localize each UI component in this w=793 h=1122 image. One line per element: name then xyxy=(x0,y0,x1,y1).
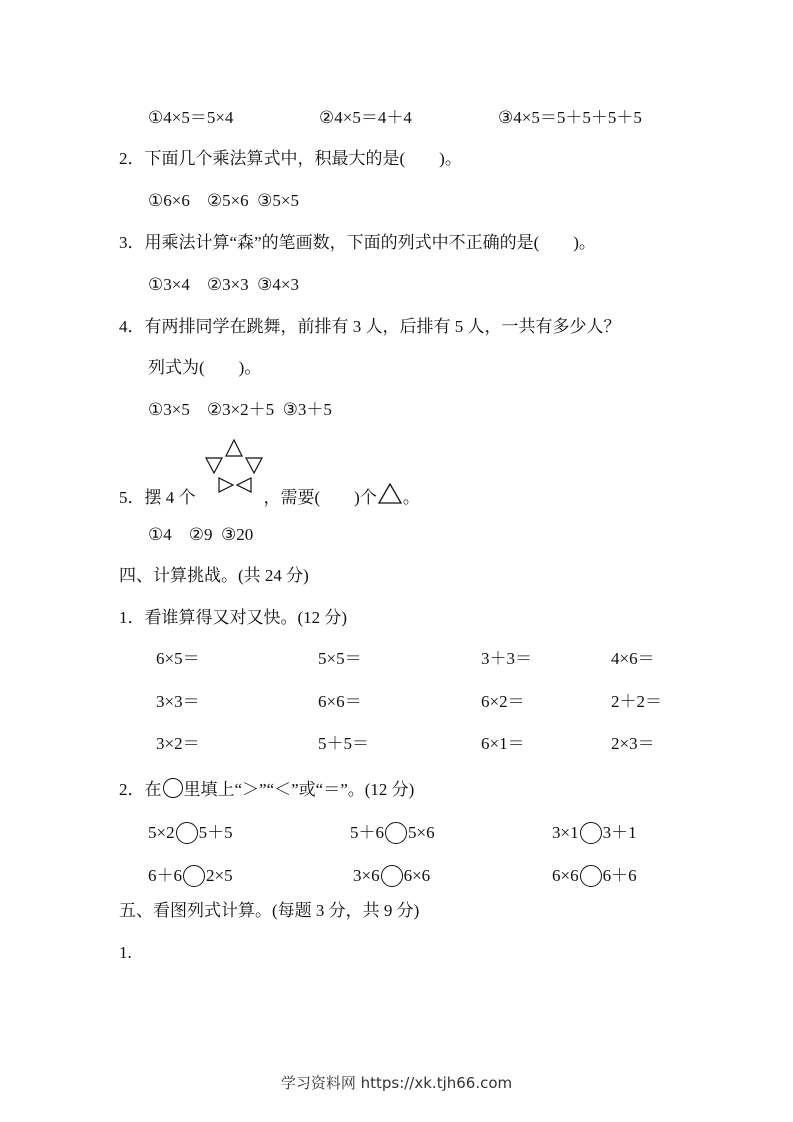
calc-item: 2＋2＝ xyxy=(611,692,662,711)
triangle-icon xyxy=(377,483,403,505)
question-2-options: ①6×6 ②5×6 ③5×5 xyxy=(148,191,299,210)
question-number: 5． xyxy=(119,488,145,507)
compare-right: 5×6 xyxy=(408,823,435,842)
option-2: ②4×5＝4＋4 xyxy=(319,108,412,127)
question-text: 有两排同学在跳舞，前排有 3 人，后排有 5 人，一共有多少人？ xyxy=(144,317,621,336)
s5-question-1-number: 1. xyxy=(119,943,132,962)
triangle-left xyxy=(206,458,222,473)
calc-item: 6×2＝ xyxy=(481,692,525,711)
calc-item: 3×2＝ xyxy=(156,734,200,753)
question-3 xyxy=(119,234,596,251)
compare-left: 5×2 xyxy=(148,823,175,842)
compare-item[interactable] xyxy=(148,865,233,887)
s4-question-1-title: 1．看谁算得又对又快。(12 分) xyxy=(119,608,348,627)
question-text-part2: ，需要( )个 xyxy=(263,488,377,507)
compare-item[interactable] xyxy=(350,822,435,844)
compare-right: 5＋5 xyxy=(198,823,233,842)
question-text-part3: 。 xyxy=(402,488,420,507)
calc-item: 4×6＝ xyxy=(611,649,655,668)
question-5 xyxy=(119,483,420,506)
section-5-title: 五、看图列式计算。(每题 3 分，共 9 分) xyxy=(119,901,420,920)
question-3-options: ①3×4 ②3×3 ③4×3 xyxy=(148,275,299,294)
compare-circle[interactable] xyxy=(580,822,602,844)
calc-item: 6×6＝ xyxy=(318,692,362,711)
compare-circle[interactable] xyxy=(385,822,407,844)
question-number: 4． xyxy=(119,317,145,336)
triangle-right xyxy=(246,458,262,473)
compare-left: 6×6 xyxy=(552,866,579,885)
question-number: 3． xyxy=(119,233,145,252)
question-5-options: ①4 ②9 ③20 xyxy=(148,525,254,544)
question-text-part1: 摆 4 个 xyxy=(144,488,196,507)
question-4 xyxy=(119,318,621,335)
option-3: ③4×5＝5＋5＋5＋5 xyxy=(498,108,642,127)
calc-item: 3＋3＝ xyxy=(481,649,532,668)
question-text: 用乘法计算“森”的笔画数，下面的列式中不正确的是( )。 xyxy=(144,233,596,252)
calc-item: 6×1＝ xyxy=(481,734,525,753)
question-number: 2． xyxy=(119,149,145,168)
option-1: ①4×5＝5×4 xyxy=(148,108,234,127)
compare-circle[interactable] xyxy=(381,865,403,887)
compare-left: 3×1 xyxy=(552,823,579,842)
calc-item: 5×5＝ xyxy=(318,649,362,668)
compare-left: 5＋6 xyxy=(350,823,384,842)
compare-right: 3＋1 xyxy=(602,823,637,842)
title-pre: 2．在 xyxy=(119,780,162,799)
footer-watermark: 学习资料网 https://xk.tjh66.com xyxy=(280,1074,513,1092)
calc-item: 5＋5＝ xyxy=(318,734,369,753)
question-2 xyxy=(119,150,462,167)
calc-item: 6×5＝ xyxy=(156,649,200,668)
compare-right: 6＋6 xyxy=(602,866,637,885)
compare-circle[interactable] xyxy=(580,865,602,887)
compare-item[interactable] xyxy=(552,865,637,887)
compare-item[interactable] xyxy=(148,822,233,844)
question-4-options: ①3×5 ②3×2＋5 ③3＋5 xyxy=(148,400,332,419)
question-text: 下面几个乘法算式中，积最大的是( )。 xyxy=(144,149,462,168)
compare-item[interactable] xyxy=(552,822,637,844)
triangle-top xyxy=(226,440,242,456)
compare-left: 6＋6 xyxy=(148,866,182,885)
title-post: 里填上“＞”“＜”或“＝”。(12 分) xyxy=(183,780,415,799)
calc-item: 3×3＝ xyxy=(156,692,200,711)
compare-circle[interactable] xyxy=(183,865,205,887)
circle-blank-icon xyxy=(163,778,183,798)
compare-left: 3×6 xyxy=(353,866,380,885)
compare-item[interactable] xyxy=(353,865,430,887)
question-4-line2: 列式为( )。 xyxy=(148,358,262,377)
s4-question-2-title xyxy=(119,778,414,798)
calc-item: 2×3＝ xyxy=(611,734,655,753)
compare-circle[interactable] xyxy=(176,822,198,844)
compare-right: 6×6 xyxy=(403,866,431,885)
section-4-title: 四、计算挑战。(共 24 分) xyxy=(119,566,309,585)
compare-right: 2×5 xyxy=(206,866,233,885)
